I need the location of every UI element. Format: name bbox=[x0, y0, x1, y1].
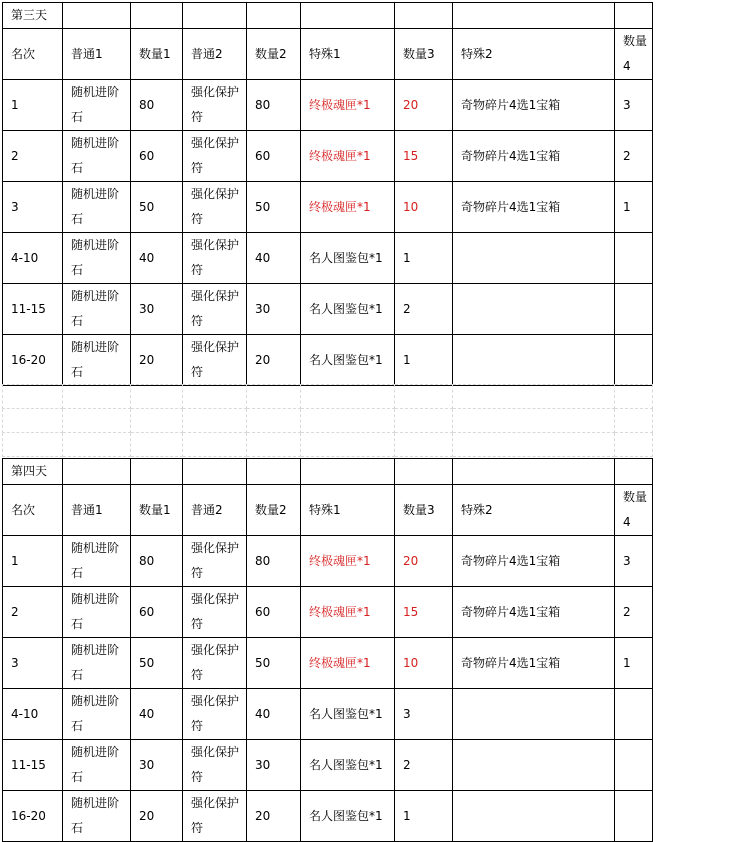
qty3-cell: 20 bbox=[395, 536, 453, 587]
column-header: 特殊2 bbox=[453, 485, 615, 536]
qty3-cell: 2 bbox=[395, 284, 453, 335]
rank-cell: 3 bbox=[3, 638, 63, 689]
rank-cell: 1 bbox=[3, 80, 63, 131]
spacer-row bbox=[3, 433, 653, 457]
column-header: 数量1 bbox=[131, 485, 183, 536]
rank-cell: 4-10 bbox=[3, 233, 63, 284]
normal1-cell: 随机进阶石 bbox=[63, 131, 131, 182]
day-title-row bbox=[3, 459, 653, 485]
rank-cell: 1 bbox=[3, 536, 63, 587]
special1-cell: 终极魂匣*1 bbox=[301, 182, 395, 233]
normal1-cell: 随机进阶石 bbox=[63, 536, 131, 587]
table-row bbox=[3, 587, 653, 638]
normal1-cell: 随机进阶石 bbox=[63, 80, 131, 131]
normal2-cell: 强化保护符 bbox=[183, 335, 247, 386]
normal2-cell: 强化保护符 bbox=[183, 587, 247, 638]
rank-cell: 16-20 bbox=[3, 335, 63, 386]
qty1-cell: 80 bbox=[131, 536, 183, 587]
qty4-cell: 2 bbox=[615, 131, 653, 182]
column-header: 特殊1 bbox=[301, 29, 395, 80]
normal2-cell: 强化保护符 bbox=[183, 80, 247, 131]
table-row bbox=[3, 284, 653, 335]
normal1-cell: 随机进阶石 bbox=[63, 791, 131, 842]
column-header: 名次 bbox=[3, 29, 63, 80]
rank-cell: 3 bbox=[3, 182, 63, 233]
special1-cell: 终极魂匣*1 bbox=[301, 80, 395, 131]
column-header: 数量4 bbox=[615, 29, 653, 80]
qty2-cell: 50 bbox=[247, 182, 301, 233]
empty-cell bbox=[183, 459, 247, 485]
qty3-cell: 15 bbox=[395, 131, 453, 182]
special1-cell: 终极魂匣*1 bbox=[301, 536, 395, 587]
qty3-cell: 20 bbox=[395, 80, 453, 131]
column-header: 普通1 bbox=[63, 29, 131, 80]
column-header: 数量2 bbox=[247, 29, 301, 80]
empty-cell bbox=[395, 3, 453, 29]
table-row bbox=[3, 335, 653, 386]
qty2-cell: 50 bbox=[247, 638, 301, 689]
empty-cell bbox=[453, 459, 615, 485]
header-row bbox=[3, 29, 653, 80]
qty4-cell bbox=[615, 689, 653, 740]
table-row bbox=[3, 233, 653, 284]
normal1-cell: 随机进阶石 bbox=[63, 335, 131, 386]
empty-cell bbox=[395, 459, 453, 485]
qty4-cell: 3 bbox=[615, 80, 653, 131]
special2-cell: 奇物碎片4选1宝箱 bbox=[453, 80, 615, 131]
qty2-cell: 20 bbox=[247, 791, 301, 842]
normal2-cell: 强化保护符 bbox=[183, 233, 247, 284]
empty-cell bbox=[301, 459, 395, 485]
qty3-cell: 10 bbox=[395, 182, 453, 233]
rank-cell: 11-15 bbox=[3, 740, 63, 791]
day-title: 第三天 bbox=[3, 3, 63, 29]
table-row bbox=[3, 740, 653, 791]
special1-cell: 终极魂匣*1 bbox=[301, 638, 395, 689]
special2-cell bbox=[453, 233, 615, 284]
qty2-cell: 80 bbox=[247, 80, 301, 131]
qty3-cell: 1 bbox=[395, 335, 453, 386]
column-header: 数量2 bbox=[247, 485, 301, 536]
empty-cell bbox=[247, 459, 301, 485]
qty1-cell: 80 bbox=[131, 80, 183, 131]
empty-cell bbox=[615, 459, 653, 485]
special1-cell: 名人图鉴包*1 bbox=[301, 284, 395, 335]
qty1-cell: 20 bbox=[131, 335, 183, 386]
qty1-cell: 50 bbox=[131, 182, 183, 233]
column-header: 名次 bbox=[3, 485, 63, 536]
special1-cell: 名人图鉴包*1 bbox=[301, 233, 395, 284]
special2-cell: 奇物碎片4选1宝箱 bbox=[453, 638, 615, 689]
special2-cell: 奇物碎片4选1宝箱 bbox=[453, 182, 615, 233]
qty2-cell: 40 bbox=[247, 233, 301, 284]
qty2-cell: 30 bbox=[247, 284, 301, 335]
empty-cell bbox=[247, 3, 301, 29]
special2-cell bbox=[453, 335, 615, 386]
empty-cell bbox=[183, 3, 247, 29]
qty1-cell: 40 bbox=[131, 233, 183, 284]
special2-cell: 奇物碎片4选1宝箱 bbox=[453, 131, 615, 182]
qty4-cell bbox=[615, 233, 653, 284]
rank-cell: 11-15 bbox=[3, 284, 63, 335]
normal1-cell: 随机进阶石 bbox=[63, 182, 131, 233]
normal1-cell: 随机进阶石 bbox=[63, 638, 131, 689]
column-header: 特殊2 bbox=[453, 29, 615, 80]
special1-cell: 名人图鉴包*1 bbox=[301, 335, 395, 386]
qty1-cell: 60 bbox=[131, 131, 183, 182]
column-header: 普通2 bbox=[183, 29, 247, 80]
special1-cell: 终极魂匣*1 bbox=[301, 587, 395, 638]
qty4-cell bbox=[615, 335, 653, 386]
special1-cell: 终极魂匣*1 bbox=[301, 131, 395, 182]
column-header: 数量3 bbox=[395, 29, 453, 80]
normal1-cell: 随机进阶石 bbox=[63, 689, 131, 740]
qty1-cell: 50 bbox=[131, 638, 183, 689]
table-row bbox=[3, 131, 653, 182]
normal2-cell: 强化保护符 bbox=[183, 536, 247, 587]
spacer-row bbox=[3, 385, 653, 409]
empty-cell bbox=[453, 3, 615, 29]
qty1-cell: 30 bbox=[131, 740, 183, 791]
qty4-cell bbox=[615, 791, 653, 842]
special1-cell: 名人图鉴包*1 bbox=[301, 791, 395, 842]
normal2-cell: 强化保护符 bbox=[183, 284, 247, 335]
table-row bbox=[3, 638, 653, 689]
qty3-cell: 1 bbox=[395, 791, 453, 842]
empty-cell bbox=[615, 3, 653, 29]
qty2-cell: 40 bbox=[247, 689, 301, 740]
normal2-cell: 强化保护符 bbox=[183, 131, 247, 182]
column-header: 数量3 bbox=[395, 485, 453, 536]
normal2-cell: 强化保护符 bbox=[183, 740, 247, 791]
qty3-cell: 2 bbox=[395, 740, 453, 791]
normal1-cell: 随机进阶石 bbox=[63, 740, 131, 791]
qty1-cell: 60 bbox=[131, 587, 183, 638]
qty4-cell: 2 bbox=[615, 587, 653, 638]
column-header: 特殊1 bbox=[301, 485, 395, 536]
qty2-cell: 30 bbox=[247, 740, 301, 791]
column-header: 普通2 bbox=[183, 485, 247, 536]
table-row bbox=[3, 536, 653, 587]
empty-cell bbox=[63, 3, 131, 29]
qty1-cell: 30 bbox=[131, 284, 183, 335]
table-row bbox=[3, 182, 653, 233]
normal1-cell: 随机进阶石 bbox=[63, 284, 131, 335]
table-row bbox=[3, 689, 653, 740]
normal1-cell: 随机进阶石 bbox=[63, 587, 131, 638]
special2-cell: 奇物碎片4选1宝箱 bbox=[453, 536, 615, 587]
rank-cell: 2 bbox=[3, 131, 63, 182]
day-title-row bbox=[3, 3, 653, 29]
column-header: 数量4 bbox=[615, 485, 653, 536]
qty1-cell: 20 bbox=[131, 791, 183, 842]
normal2-cell: 强化保护符 bbox=[183, 791, 247, 842]
qty1-cell: 40 bbox=[131, 689, 183, 740]
qty4-cell bbox=[615, 740, 653, 791]
normal2-cell: 强化保护符 bbox=[183, 182, 247, 233]
empty-cell bbox=[131, 3, 183, 29]
qty3-cell: 10 bbox=[395, 638, 453, 689]
qty3-cell: 1 bbox=[395, 233, 453, 284]
empty-cell bbox=[63, 459, 131, 485]
special1-cell: 名人图鉴包*1 bbox=[301, 689, 395, 740]
normal2-cell: 强化保护符 bbox=[183, 638, 247, 689]
day-title: 第四天 bbox=[3, 459, 63, 485]
special1-cell: 名人图鉴包*1 bbox=[301, 740, 395, 791]
spacer-row bbox=[3, 409, 653, 433]
day-3-reward-table bbox=[2, 2, 653, 386]
table-row bbox=[3, 80, 653, 131]
qty2-cell: 20 bbox=[247, 335, 301, 386]
column-header: 普通1 bbox=[63, 485, 131, 536]
special2-cell bbox=[453, 791, 615, 842]
table-row bbox=[3, 791, 653, 842]
qty2-cell: 80 bbox=[247, 536, 301, 587]
qty2-cell: 60 bbox=[247, 131, 301, 182]
qty4-cell: 1 bbox=[615, 182, 653, 233]
qty2-cell: 60 bbox=[247, 587, 301, 638]
column-header: 数量1 bbox=[131, 29, 183, 80]
qty4-cell: 1 bbox=[615, 638, 653, 689]
rank-cell: 2 bbox=[3, 587, 63, 638]
qty4-cell bbox=[615, 284, 653, 335]
qty3-cell: 3 bbox=[395, 689, 453, 740]
empty-cell bbox=[131, 459, 183, 485]
spacer-grid bbox=[2, 384, 653, 457]
normal1-cell: 随机进阶石 bbox=[63, 233, 131, 284]
qty3-cell: 15 bbox=[395, 587, 453, 638]
special2-cell bbox=[453, 284, 615, 335]
special2-cell bbox=[453, 689, 615, 740]
header-row bbox=[3, 485, 653, 536]
rank-cell: 16-20 bbox=[3, 791, 63, 842]
special2-cell bbox=[453, 740, 615, 791]
rank-cell: 4-10 bbox=[3, 689, 63, 740]
qty4-cell: 3 bbox=[615, 536, 653, 587]
day-4-reward-table bbox=[2, 458, 653, 842]
normal2-cell: 强化保护符 bbox=[183, 689, 247, 740]
special2-cell: 奇物碎片4选1宝箱 bbox=[453, 587, 615, 638]
empty-cell bbox=[301, 3, 395, 29]
